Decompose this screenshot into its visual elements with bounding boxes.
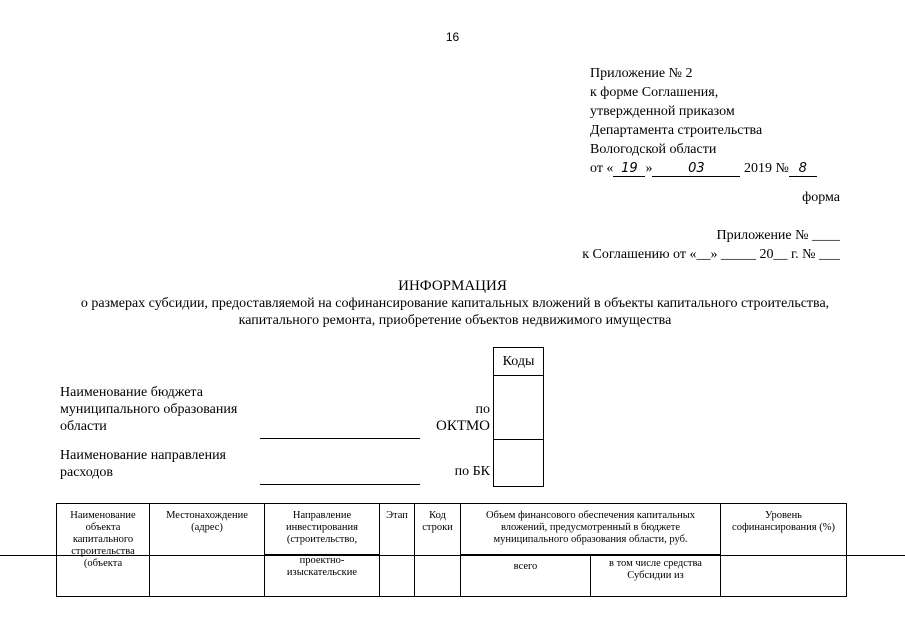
document-title: ИНФОРМАЦИЯ bbox=[398, 278, 507, 294]
appendix-approval-block bbox=[590, 64, 817, 178]
bk-code-cell bbox=[494, 440, 543, 486]
date-year-number: 2019 № bbox=[743, 161, 789, 176]
agreement-appendix-block bbox=[582, 226, 840, 264]
oktmo-label-2: ОКТМО bbox=[436, 418, 490, 434]
subsidy-table bbox=[56, 503, 847, 597]
agreement-appendix-line-2: к Соглашению от «__» _____ 20__ г. № ___ bbox=[582, 247, 840, 262]
appendix-line: утвержденной приказом bbox=[590, 104, 735, 119]
agreement-appendix-line-1: Приложение № ____ bbox=[716, 228, 840, 243]
date-prefix: от « bbox=[590, 161, 614, 176]
budget-label: Наименование бюджета муниципального образования области bbox=[60, 385, 238, 434]
bk-label: по БК bbox=[454, 464, 490, 479]
page-number: 16 bbox=[445, 30, 460, 44]
header-investment-direction: Направление инвестирования (строительство, bbox=[265, 504, 380, 555]
appendix-line: Департамента строительства bbox=[590, 123, 763, 138]
appendix-line: Приложение № 2 bbox=[590, 66, 693, 81]
header-subsidy-share: в том числе средства Субсидии из bbox=[591, 555, 721, 597]
scan-fold-line bbox=[0, 555, 905, 556]
appendix-line: к форме Соглашения, bbox=[590, 85, 719, 100]
order-number: 8 bbox=[789, 162, 817, 177]
oktmo-code-cell bbox=[494, 376, 543, 440]
document-subtitle: о размерах субсидии, предоставляемой на софинансирование капитальных вложений в объекты капитального строительства, капитального ремонта, приобретение объектов недвижимого имущества bbox=[80, 296, 830, 328]
budget-fill-line bbox=[260, 438, 420, 439]
header-row-code: Код строки bbox=[415, 504, 461, 597]
direction-label: Наименование направления расходов bbox=[60, 448, 226, 480]
date-mid: » bbox=[645, 161, 653, 176]
appendix-date-line bbox=[590, 159, 817, 178]
date-day: 19 bbox=[613, 162, 645, 177]
header-investment-direction-cont: проектно-изыскательские bbox=[265, 555, 380, 597]
header-stage: Этап bbox=[380, 504, 415, 597]
codes-header: Коды bbox=[494, 348, 543, 376]
header-financing-volume: Объем финансового обеспечения капитальных вложений, предусмотренный в бюджете муниципального образования области, руб. bbox=[461, 504, 721, 555]
oktmo-label-1: по bbox=[475, 402, 490, 417]
appendix-line: Вологодской области bbox=[590, 142, 717, 157]
forma-label: форма bbox=[802, 190, 840, 205]
header-total: всего bbox=[461, 555, 591, 597]
header-location: Местонахождение (адрес) bbox=[150, 504, 265, 597]
direction-fill-line bbox=[260, 484, 420, 485]
codes-box bbox=[493, 347, 544, 487]
date-month: 03 bbox=[652, 162, 740, 177]
header-cofinancing-level: Уровень софинансирования (%) bbox=[721, 504, 847, 597]
header-object-name: Наименование объекта капитального строительства (объекта bbox=[57, 504, 150, 597]
